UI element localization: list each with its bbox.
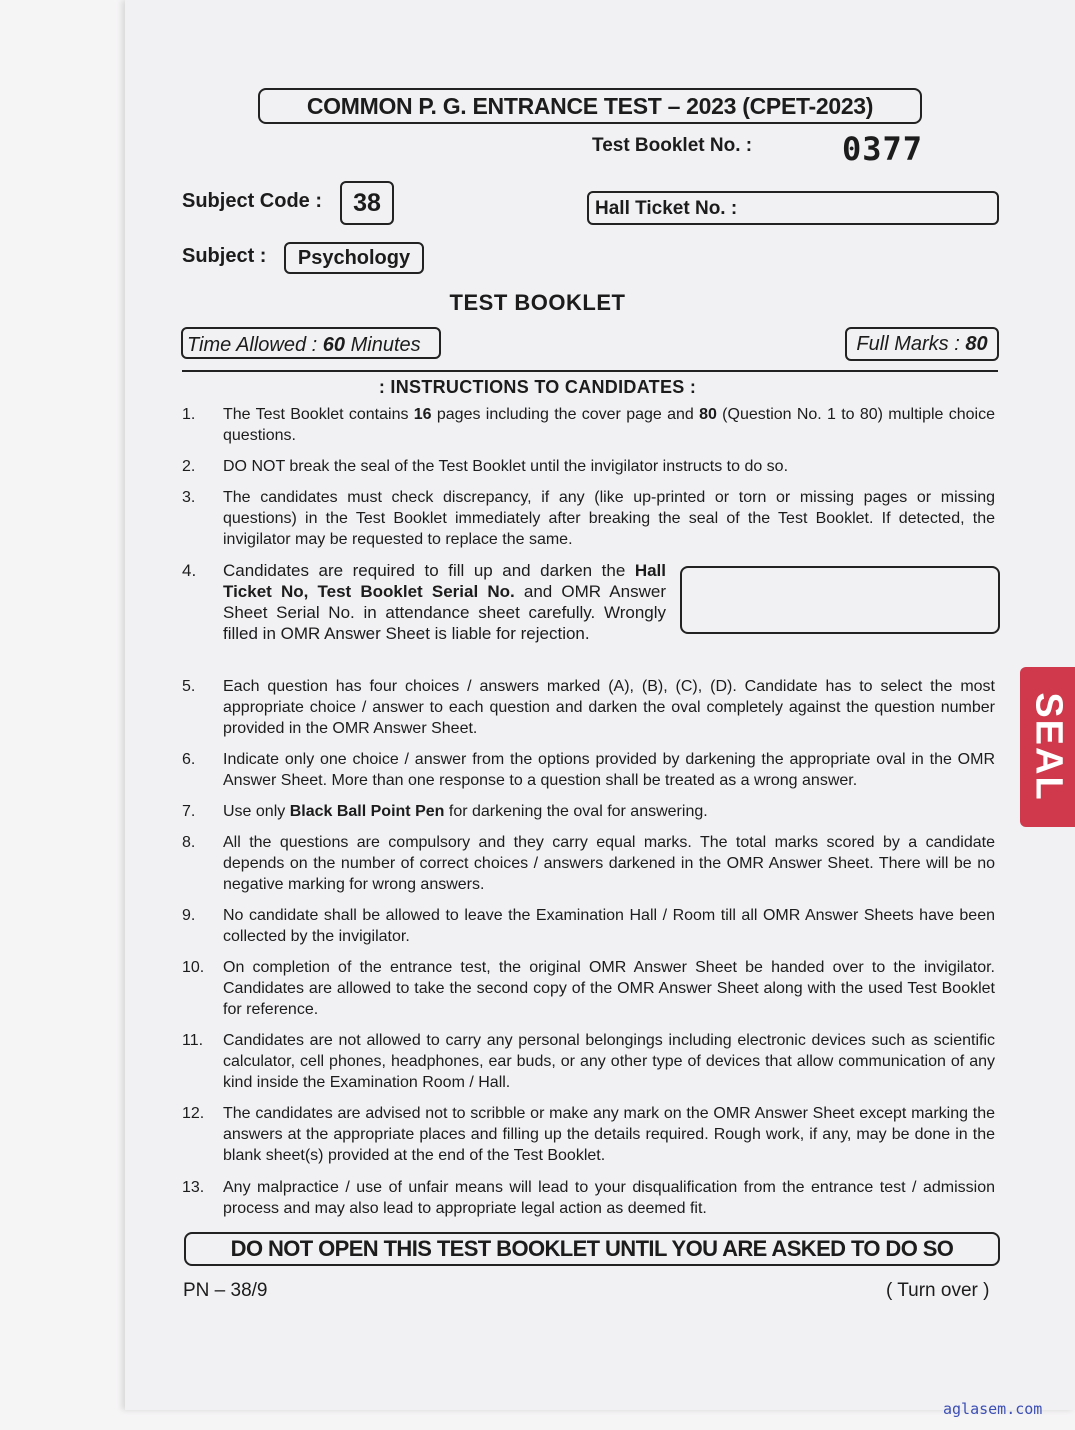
instruction-number: 11. (182, 1032, 204, 1049)
seal-sticker (1020, 667, 1075, 827)
hall-ticket-field[interactable] (587, 191, 999, 225)
full-marks (845, 327, 999, 361)
instruction-text: Indicate only one choice / answer from the options provided by darkening the appropriate oval in the OMR Answer Sheet. More than one response to a question shall be treated as a wrong answer. (223, 751, 995, 789)
instruction-text: Candidates are required to fill up and darken the Hall Ticket No, Test Booklet Serial No. and OMR Answer Sheet Serial No. in attendance sheet carefully. Wrongly filled in OMR Answer Sheet is liable for rejection. (223, 561, 666, 643)
instruction-text: Each question has four choices / answers marked (A), (B), (C), (D). Candidate has to select the most appropriate choice / answer to each question and darken the oval completely against the question number provided in the OMR Answer Sheet. (223, 678, 995, 737)
booklet-title: TEST BOOKLET (449, 290, 626, 315)
subject-label: Subject : (182, 245, 267, 267)
instruction-number: 1. (182, 406, 196, 423)
time-suffix: Minutes (345, 334, 421, 356)
booklet-no-label: Test Booklet No. : (592, 135, 753, 156)
instruction-number: 2. (182, 458, 196, 475)
watermark: aglasem.com (943, 1400, 1043, 1418)
subject-code-label: Subject Code : (182, 190, 323, 212)
instruction-text: Candidates are not allowed to carry any personal belongings including electronic devices such as scientific calculator, cell phones, headphones, ear buds, or any other type of devices that allow communication of any kind inside the Examination Room / Hall. (223, 1032, 995, 1091)
instruction-text: The candidates must check discrepancy, if any (like up-printed or torn or missing pages or missing questions) in the Test Booklet immediately after breaking the seal of the Test Booklet. If detected, the invigilator may be requested to replace the same. (223, 489, 995, 548)
marks-prefix: Full Marks : (856, 333, 966, 355)
hall-ticket-label: Hall Ticket No. : (595, 198, 738, 219)
subject-value: Psychology (284, 242, 424, 274)
do-not-open-warning: DO NOT OPEN THIS TEST BOOKLET UNTIL YOU ARE ASKED TO DO SO (184, 1232, 1000, 1266)
instructions-heading: : INSTRUCTIONS TO CANDIDATES : (378, 377, 697, 397)
instruction-number: 6. (182, 751, 196, 768)
time-prefix: Time Allowed : (187, 334, 323, 356)
marks-value: 80 (965, 333, 988, 355)
divider (182, 370, 998, 372)
booklet-no-value: 0377 (842, 130, 924, 168)
instruction-number: 12. (182, 1105, 205, 1122)
exam-title: COMMON P. G. ENTRANCE TEST – 2023 (CPET-2023) (258, 88, 922, 124)
instruction-text: The candidates are advised not to scribble or make any mark on the OMR Answer Sheet except marking the answers at the appropriate places and filling up the details required. Rough work, if any, may be done in the blank sheet(s) provided at the end of the Test Booklet. (223, 1105, 995, 1164)
instruction-text: On completion of the entrance test, the original OMR Answer Sheet be handed over to the invigilator. Candidates are allowed to take the second copy of the OMR Answer Sheet along with the used Test Booklet for reference. (223, 959, 995, 1018)
instruction-text: All the questions are compulsory and they carry equal marks. The total marks scored by a candidate depends on the number of correct choices / answers darkened in the OMR Answer Sheet. There will be no negative marking for wrong answers. (223, 834, 995, 893)
instruction-number: 4. (182, 561, 197, 580)
turn-over-note: ( Turn over ) (886, 1280, 990, 1301)
instruction-number: 9. (182, 907, 196, 924)
instruction-number: 10. (182, 959, 205, 976)
instruction-text: The Test Booklet contains 16 pages including the cover page and 80 (Question No. 1 to 80) multiple choice questions. (223, 406, 995, 444)
instruction-number: 3. (182, 489, 196, 506)
instruction-text: DO NOT break the seal of the Test Booklet until the invigilator instructs to do so. (223, 458, 789, 475)
subject-code-value: 38 (340, 181, 394, 225)
paper-code: PN – 38/9 (183, 1280, 268, 1301)
time-allowed (181, 327, 441, 359)
instruction-number: 7. (182, 803, 196, 820)
instruction-number: 5. (182, 678, 196, 695)
instruction-number: 8. (182, 834, 196, 851)
seal-label: SEAL (1027, 692, 1069, 802)
instruction-text: Use only Black Ball Point Pen for darkening the oval for answering. (223, 803, 708, 820)
instruction-text: No candidate shall be allowed to leave the Examination Hall / Room till all OMR Answer Sheets have been collected by the invigilator. (223, 907, 995, 945)
time-value: 60 (322, 334, 346, 356)
instruction-number: 13. (182, 1179, 205, 1196)
serial-entry-box[interactable] (680, 566, 1000, 634)
instruction-text: Any malpractice / use of unfair means will lead to your disqualification from the entrance test / admission process and may also lead to appropriate legal action as deemed fit. (223, 1179, 995, 1217)
